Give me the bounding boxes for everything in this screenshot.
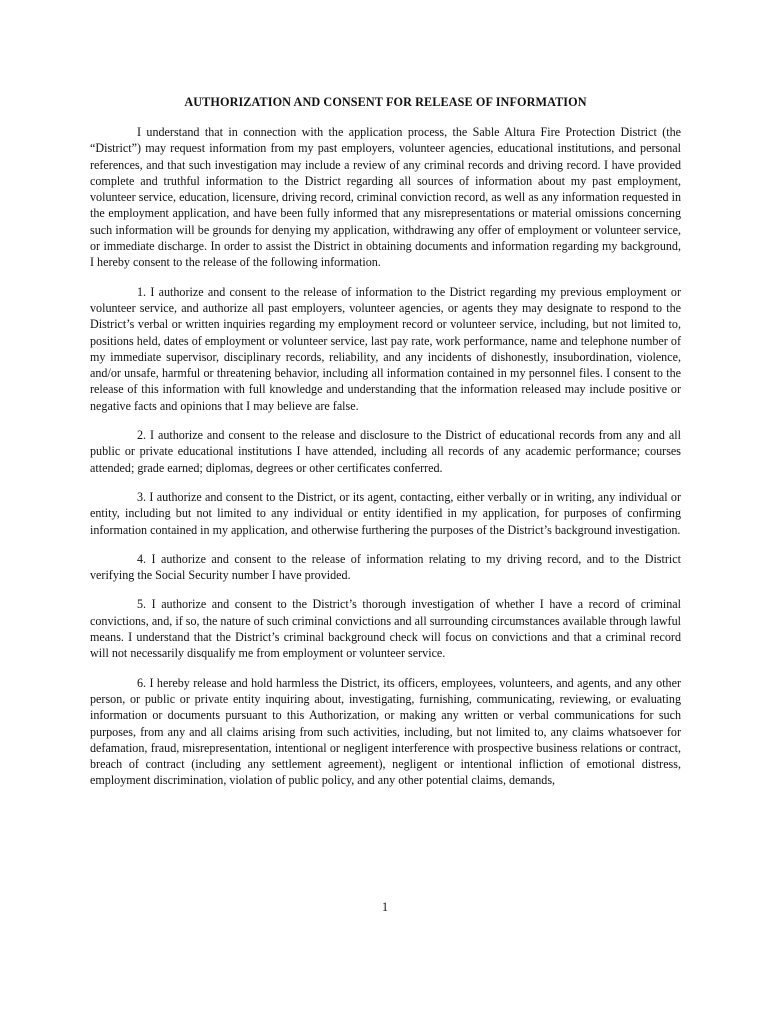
document-title: AUTHORIZATION AND CONSENT FOR RELEASE OF INFORMATION [184, 95, 587, 109]
clause-4-paragraph: 4. I authorize and consent to the release of information relating to my driving record, and to the District verifying the Social Security number I have provided. [90, 551, 681, 583]
clause-6-paragraph: 6. I hereby release and hold harmless the District, its officers, employees, volunteers, and agents, and any other person, or public or private entity inquiring about, investigating, furnishing, communicating, reviewing, or evaluating information or documents pursuant to this Authorization, or making any written or verbal communications for such purposes, from any and all claims arising from such activities, including, but not limited to, any claims whatsoever for defamation, fraud, misrepresentation, intentional or negligent interference with prospective business relations or contract, breach of contract (including any settlement agreement), negligent or intentional infliction of emotional distress, employment discrimination, violation of public policy, and any other potential claims, demands, [90, 675, 681, 788]
intro-paragraph: I understand that in connection with the application process, the Sable Altura Fire Protection District (the “District”) may request information from my past employers, volunteer agencies, educational institutions, and personal references, and that such investigation may include a review of any criminal records and driving record. I have provided complete and truthful information to the District regarding all sources of information about my past employment, volunteer service, education, licensure, driving record, criminal conviction record, as well as any information requested in the employment application, and have been fully informed that any misrepresentations or material omissions concerning such information will be grounds for denying my application, withdrawing any offer of employment or volunteer service, or immediate discharge. In order to assist the District in obtaining documents and information regarding my background, I hereby consent to the release of the following information. [90, 125, 681, 270]
clause-5-paragraph: 5. I authorize and consent to the District’s thorough investigation of whether I have a record of criminal convictions, and, if so, the nature of such criminal convictions and all surrounding circumstances available through lawful means. I understand that the District’s criminal background check will focus on convictions and that a criminal record will not necessarily disqualify me from employment or volunteer service. [90, 597, 681, 661]
clause-2-paragraph: 2. I authorize and consent to the release and disclosure to the District of educational records from any and all public or private educational institutions I have attended, including all records of any academic performance; courses attended; grade earned; diplomas, degrees or other certificates conferred. [90, 428, 681, 475]
page-number: 1 [381, 900, 389, 914]
clause-1-paragraph: 1. I authorize and consent to the release of information to the District regarding my previous employment or volunteer service, and authorize all past employers, volunteer agencies, or agents they may designate to respond to the District’s verbal or written inquiries regarding my employment record or volunteer service, including, but not limited to, positions held, dates of employment or volunteer service, last pay rate, work performance, name and telephone number of my immediate supervisor, disciplinary records, reliability, and any incidents of dishonestly, insubordination, violence, and/or unsafe, harmful or threatening behavior, including all information contained in my personnel files. I consent to the release of this information with full knowledge and understanding that the information released may include positive or negative facts and opinions that I may believe are false. [90, 284, 681, 413]
clause-3-paragraph: 3. I authorize and consent to the District, or its agent, contacting, either verbally or in writing, any individual or entity, including but not limited to any individual or entity identified in my application, for purposes of confirming information contained in my application, and otherwise furthering the purposes of the District’s background investigation. [90, 489, 681, 537]
